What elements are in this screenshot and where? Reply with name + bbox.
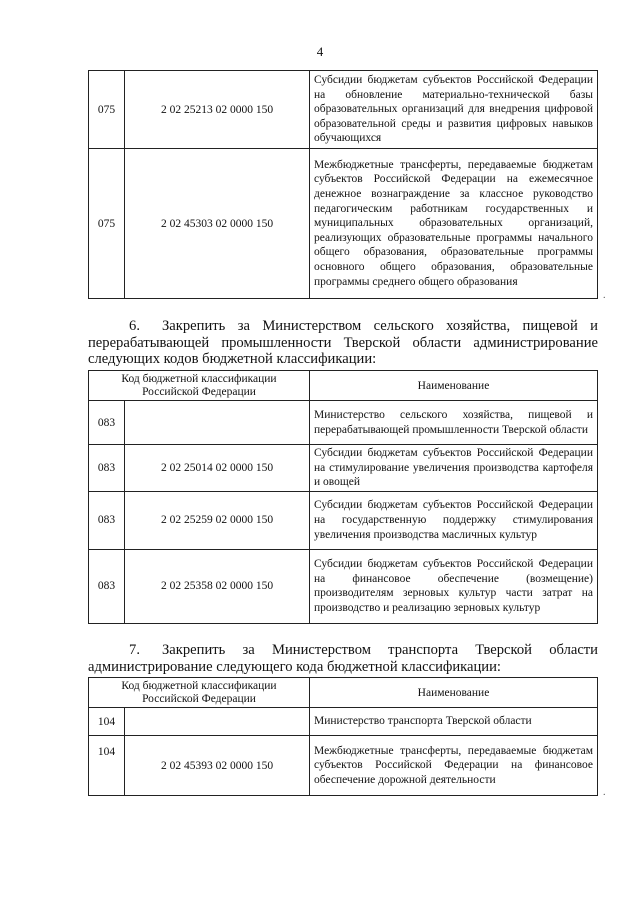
paragraph-7 [88,642,598,675]
paragraph-number: 7. [129,642,140,658]
admin-code-cell: 083 [89,445,125,492]
header-name: Наименование [310,371,598,401]
paragraph-6 [88,318,598,368]
paragraph-text: Закрепить за Министерством сельского хозяйства, пищевой и перерабатывающей промышленности Тверской области администрирование следующих кодов бюджетной классификации: [88,318,598,367]
budget-code-cell: 2 02 25259 02 0000 150 [125,491,310,549]
header-code: Код бюджетной классификации Российской Федерации [89,678,310,708]
budget-code-cell: 2 02 25213 02 0000 150 [125,71,310,149]
budget-code-cell: 2 02 25358 02 0000 150 [125,549,310,623]
table-header [89,678,598,708]
table-row [89,708,598,736]
admin-code-cell: 083 [89,549,125,623]
name-cell: Министерство транспорта Тверской области [310,708,598,736]
name-cell: Субсидии бюджетам субъектов Российской Федерации на обновление материально-технической базы образовательных организаций для внедрения цифровой образовательной среды и развития цифровых навыков обучающихся [310,71,598,149]
name-cell: Межбюджетные трансферты, передаваемые бюджетам субъектов Российской Федерации на ежемесячное денежное вознаграждение за классное руководство педагогическим работникам государственных и муниципальных образовательных организаций, реализующих образовательные программы начального общего образования, образовательные программы основного общего образования, образовательные программы среднего общего образования [310,149,598,299]
admin-code-cell: 075 [89,149,125,299]
table-row [89,401,598,445]
table-row [89,445,598,492]
table-row [89,149,598,299]
table-agriculture-codes [88,370,598,624]
admin-code-cell: 083 [89,401,125,445]
table-transport-codes [88,677,598,796]
table-row [89,491,598,549]
name-cell: Межбюджетные трансферты, передаваемые бюджетам субъектов Российской Федерации на финансовое обеспечение дорожной деятельности [310,736,598,796]
name-cell: Субсидии бюджетам субъектов Российской Федерации на финансовое обеспечение (возмещение) производителям зерновых культур части затрат на производство и реализацию зерновых культур [310,549,598,623]
table-row [89,736,598,796]
admin-code-cell: 083 [89,491,125,549]
header-code: Код бюджетной классификации Российской Федерации [89,371,310,401]
margin-mark: . [603,290,606,301]
name-cell: Субсидии бюджетам субъектов Российской Федерации на стимулирование увеличения производства картофеля и овощей [310,445,598,492]
header-name: Наименование [310,678,598,708]
budget-code-cell: 2 02 45393 02 0000 150 [125,736,310,796]
paragraph-number: 6. [129,318,140,334]
name-cell: Министерство сельского хозяйства, пищевой и перерабатывающей промышленности Тверской области [310,401,598,445]
name-cell: Субсидии бюджетам субъектов Российской Федерации на государственную поддержку стимулирования увеличения производства масличных культур [310,491,598,549]
table-row [89,71,598,149]
budget-code-cell [125,708,310,736]
table-row [89,549,598,623]
admin-code-cell: 104 [89,708,125,736]
budget-code-cell [125,401,310,445]
paragraph-text: Закрепить за Министерством транспорта Тверской области администрирование следующего кода бюджетной классификации: [88,642,598,675]
page-number: 4 [316,44,324,59]
table-education-subsidies [88,70,598,299]
margin-mark: . [603,787,606,798]
admin-code-cell: 075 [89,71,125,149]
budget-code-cell: 2 02 45303 02 0000 150 [125,149,310,299]
budget-code-cell: 2 02 25014 02 0000 150 [125,445,310,492]
admin-code-cell: 104 [89,736,125,796]
table-header [89,371,598,401]
